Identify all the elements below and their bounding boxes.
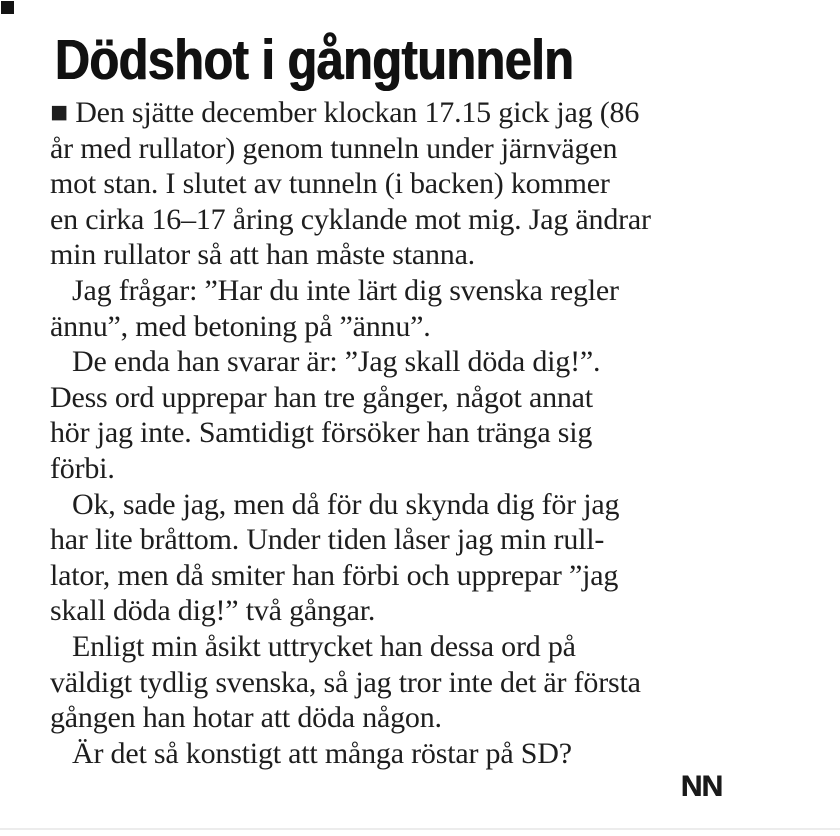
body-line: har lite bråttom. Under tiden låser jag min rull- <box>50 523 605 557</box>
body-line: skall döda dig!” två gångar. <box>50 594 376 628</box>
body-line-paragraph-start: Enligt min åsikt uttrycket han dessa ord på <box>72 629 576 663</box>
body-line: min rullator så att han måste stanna. <box>50 238 475 272</box>
body-line: år med rullator) genom tunneln under järnvägen <box>50 131 618 165</box>
article-headline: Dödshot i gångtunneln <box>55 28 574 92</box>
corner-print-mark <box>1 1 14 14</box>
body-line: förbi. <box>50 451 115 485</box>
body-line-paragraph-start: Är det så konstigt att många röstar på SD? <box>72 736 572 770</box>
body-line: lator, men då smiter han förbi och upprepar ”jag <box>50 558 619 592</box>
body-line: ■ Den sjätte december klockan 17.15 gick jag (86 <box>50 96 640 129</box>
body-line: hör jag inte. Samtidigt försöker han tränga sig <box>50 416 593 450</box>
author-signature: NN <box>680 770 722 803</box>
body-line: mot stan. I slutet av tunneln (i backen) kommer <box>50 167 610 201</box>
body-line: väldigt tydlig svenska, så jag tror inte det är första <box>50 665 641 699</box>
body-line: gången han hotar att döda någon. <box>50 701 442 735</box>
body-line: Dess ord upprepar han tre gånger, något annat <box>50 380 593 414</box>
bottom-divider-rule <box>0 828 840 830</box>
body-line-paragraph-start: De enda han svarar är: ”Jag skall döda dig!”. <box>72 345 601 379</box>
body-line: en cirka 16–17 åring cyklande mot mig. Jag ändrar <box>50 202 651 236</box>
body-line-paragraph-start: Jag frågar: ”Har du inte lärt dig svenska regler <box>72 273 619 307</box>
body-line-paragraph-start: Ok, sade jag, men då för du skynda dig för jag <box>72 487 620 521</box>
body-line: ännu”, med betoning på ”ännu”. <box>50 309 431 343</box>
article-body <box>50 95 810 771</box>
